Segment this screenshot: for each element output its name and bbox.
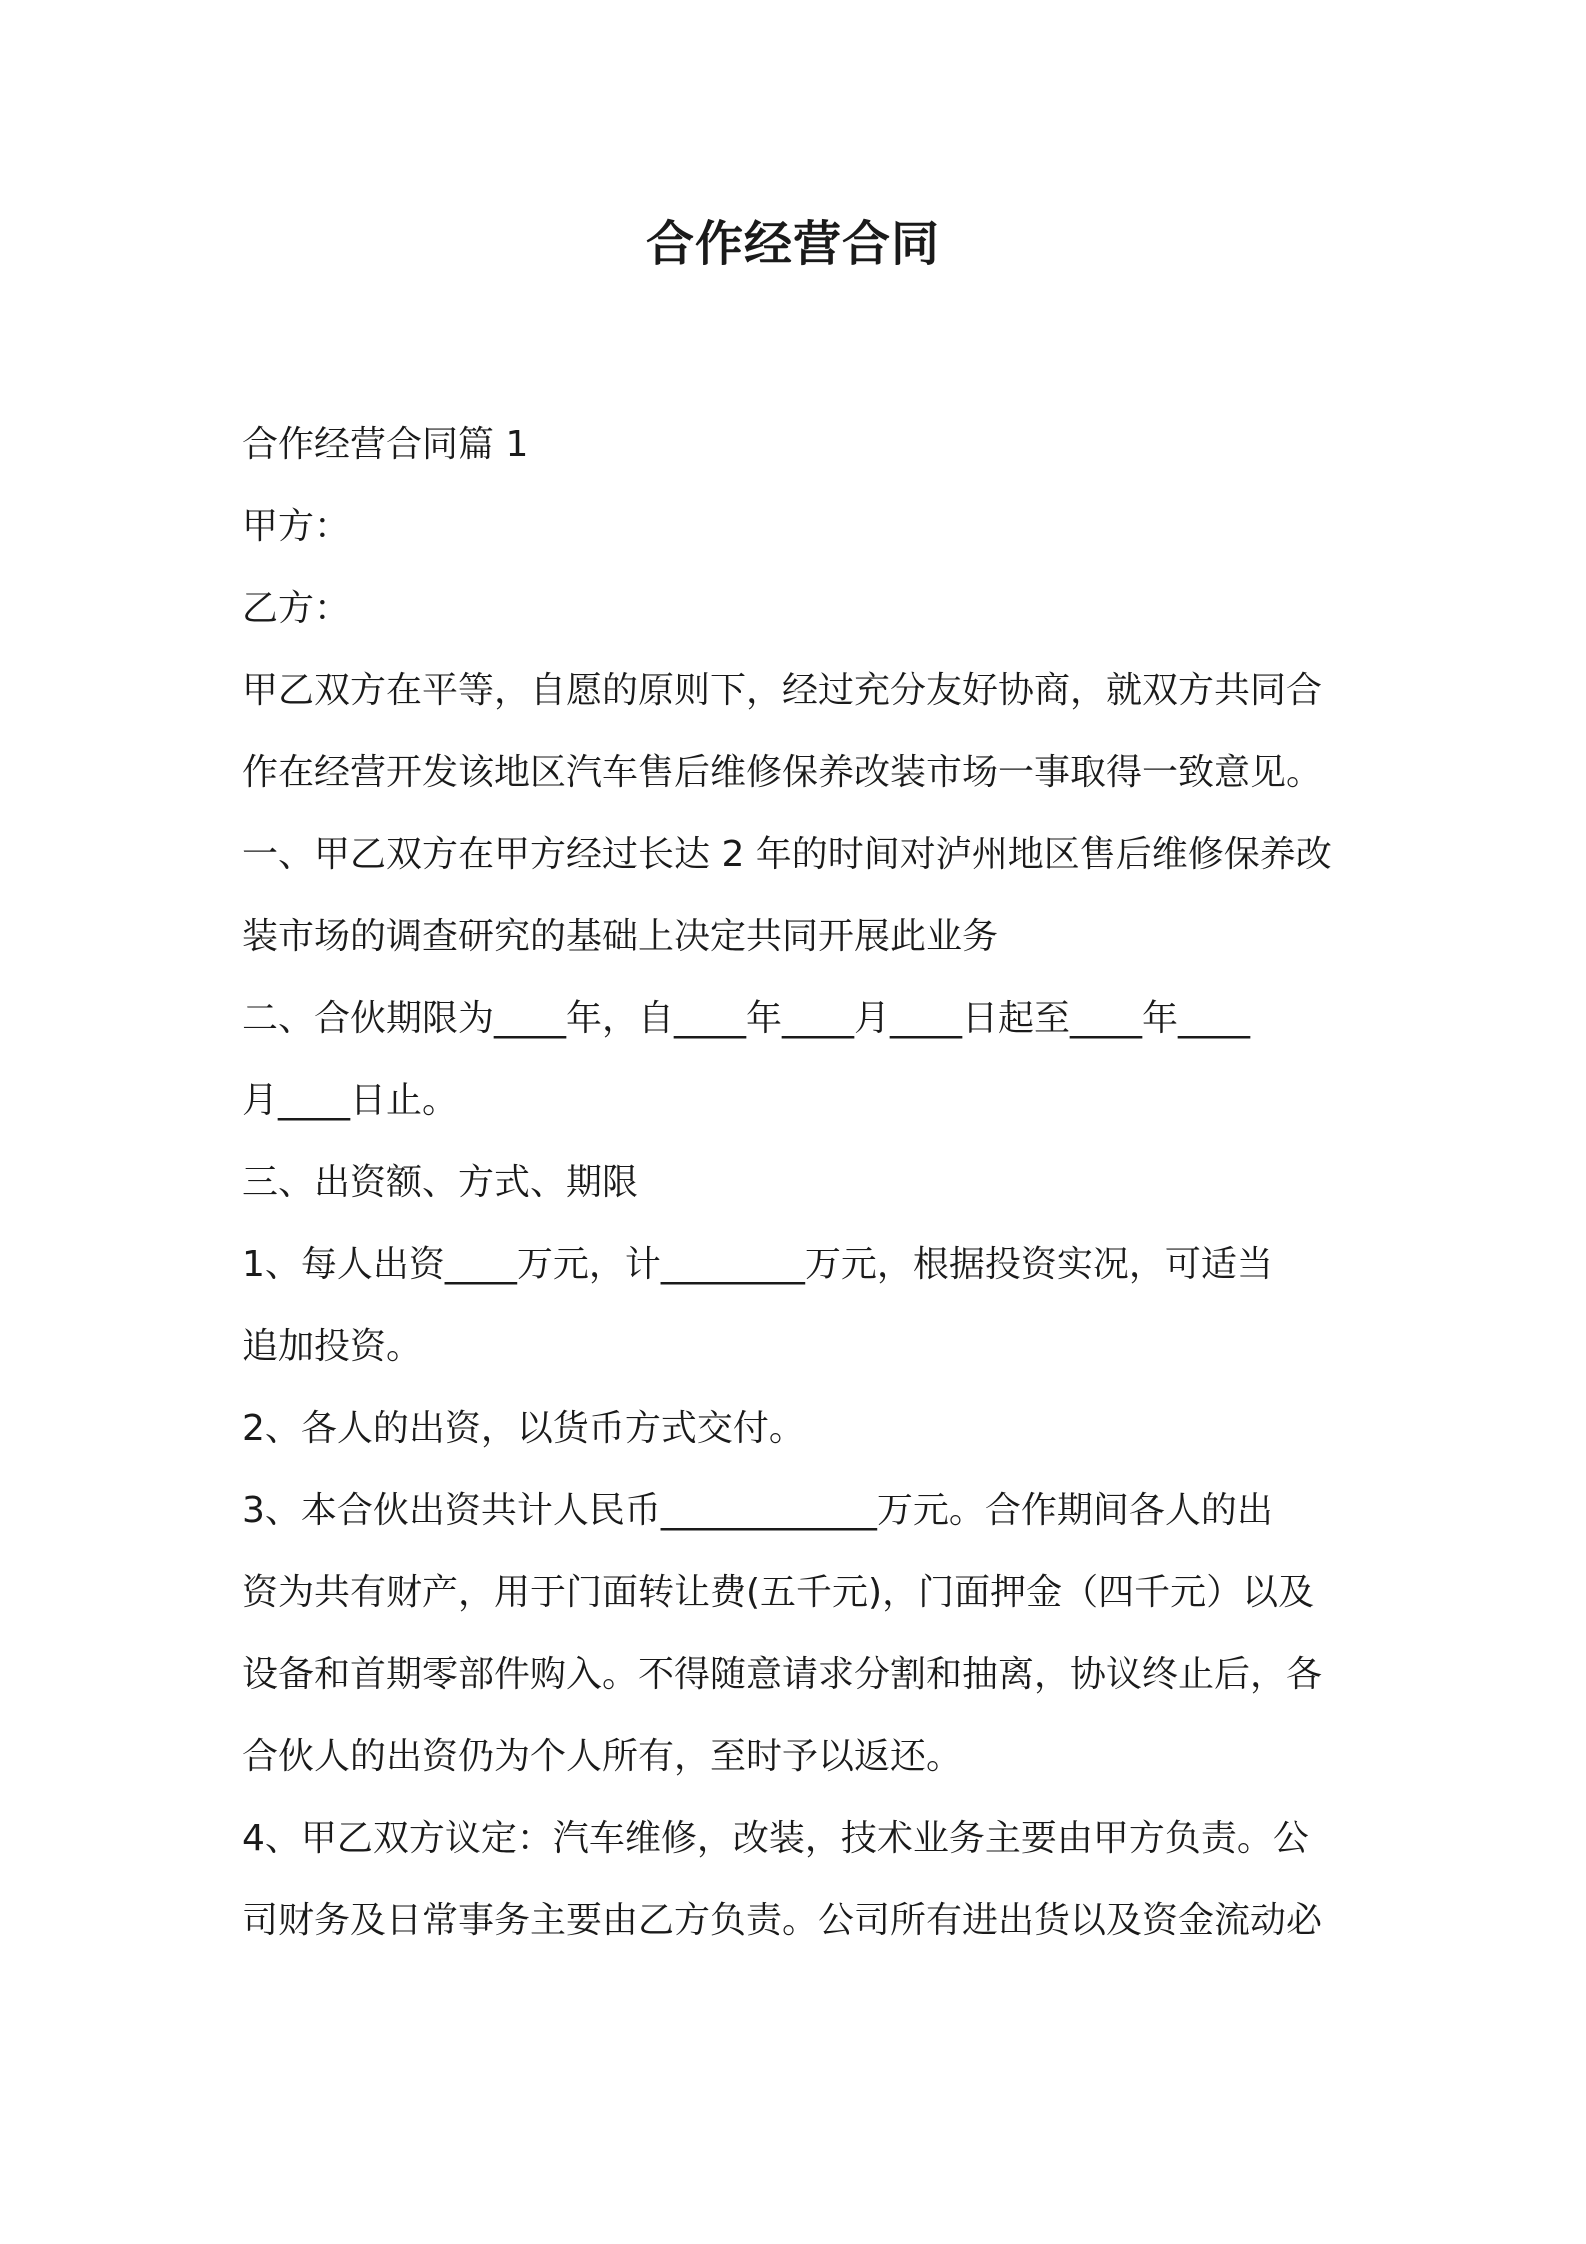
party-b-line: 乙方： xyxy=(242,588,351,629)
text-line: 装市场的调查研究的基础上决定共同开展此业务 xyxy=(242,916,999,957)
text-line: 月____日止。 xyxy=(242,1080,459,1121)
text-line: 资为共有财产，用于门面转让费(五千元)，门面押金（四千元）以及 xyxy=(242,1572,1315,1613)
text-line: 2、各人的出资，以货币方式交付。 xyxy=(242,1408,805,1449)
document-title: 合作经营合同 xyxy=(645,216,940,272)
text-line: 设备和首期零部件购入。不得随意请求分割和抽离，协议终止后，各 xyxy=(242,1654,1323,1695)
text-line: 合伙人的出资仍为个人所有，至时予以返还。 xyxy=(242,1736,963,1777)
text-line: 一、甲乙双方在甲方经过长达 2 年的时间对泸州地区售后维修保养改 xyxy=(242,834,1332,875)
text-line: 1、每人出资____万元，计________万元，根据投资实况，可适当 xyxy=(242,1244,1273,1285)
text-line: 司财务及日常事务主要由乙方负责。公司所有进出货以及资金流动必 xyxy=(242,1900,1323,1941)
document-body xyxy=(242,404,1362,1962)
text-line: 3、本合伙出资共计人民币____________万元。合作期间各人的出 xyxy=(242,1490,1273,1531)
section-heading: 合作经营合同篇 1 xyxy=(242,424,529,465)
text-line: 4、甲乙双方议定：汽车维修，改装，技术业务主要由甲方负责。公 xyxy=(242,1818,1309,1859)
text-line: 追加投资。 xyxy=(242,1326,423,1367)
text-line: 甲乙双方在平等，自愿的原则下，经过充分友好协商，就双方共同合 xyxy=(242,670,1323,711)
text-line: 二、合伙期限为____年，自____年____月____日起至____年____ xyxy=(242,998,1251,1039)
party-a-line: 甲方： xyxy=(242,506,351,547)
text-line: 作在经营开发该地区汽车售后维修保养改装市场一事取得一致意见。 xyxy=(242,752,1323,793)
text-line: 三、出资额、方式、期限 xyxy=(242,1162,639,1203)
